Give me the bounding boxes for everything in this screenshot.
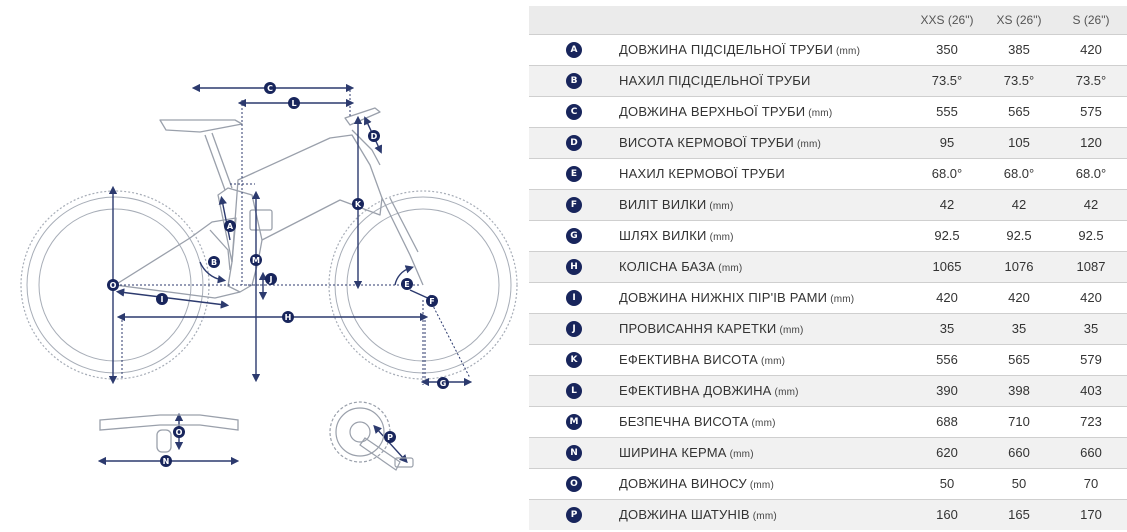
- row-unit: (mm): [836, 46, 861, 57]
- row-badge: P: [566, 507, 582, 523]
- row-badge-cell: [529, 406, 619, 437]
- row-name: ШИРИНА КЕРМА: [619, 445, 727, 460]
- row-unit: (mm): [749, 480, 774, 491]
- row-badge: K: [566, 352, 582, 368]
- table-row: [529, 127, 1127, 158]
- table-row: [529, 313, 1127, 344]
- row-badge: J: [566, 321, 582, 337]
- svg-text:F: F: [429, 297, 435, 306]
- row-name-cell: [619, 158, 911, 189]
- svg-text:A: A: [226, 222, 234, 231]
- row-unit: (mm): [752, 511, 777, 523]
- row-name: ВИЛІТ ВИЛКИ: [619, 197, 707, 212]
- value-s: 42: [1055, 189, 1127, 220]
- row-unit: (mm): [796, 139, 822, 150]
- row-badge: C: [566, 104, 582, 120]
- value-xxs: 50: [911, 468, 983, 499]
- row-badge-cell: [529, 468, 619, 499]
- value-xs: 35: [983, 313, 1055, 344]
- crankset: [330, 402, 413, 470]
- bike-geometry-diagram: [0, 0, 530, 532]
- row-name-cell: [619, 344, 911, 375]
- row-name-cell: [619, 34, 911, 65]
- row-name: НАХИЛ ПІДСІДЕЛЬНОЇ ТРУБИ: [619, 73, 811, 88]
- value-xxs: 42: [911, 189, 983, 220]
- row-name: ПРОВИСАННЯ КАРЕТКИ: [619, 321, 777, 336]
- badge-b: [208, 256, 220, 268]
- svg-text:E: E: [404, 280, 410, 289]
- value-s: 120: [1055, 127, 1127, 158]
- value-xxs: 555: [911, 96, 983, 127]
- row-badge-cell: [529, 282, 619, 313]
- geometry-table: [529, 6, 1127, 530]
- value-xs: 420: [983, 282, 1055, 313]
- value-xxs: 35: [911, 313, 983, 344]
- svg-text:K: K: [354, 200, 362, 209]
- value-s: 420: [1055, 34, 1127, 65]
- badge-n: [160, 455, 172, 467]
- svg-text:B: B: [210, 258, 218, 267]
- badge-f: [426, 295, 438, 307]
- row-badge-cell: [529, 34, 619, 65]
- row-name-cell: [619, 313, 911, 344]
- table-header-row: [529, 6, 1127, 34]
- row-name-cell: [619, 65, 911, 96]
- badge-o: [173, 426, 185, 438]
- row-badge: I: [566, 290, 582, 306]
- value-xs: 1076: [983, 251, 1055, 282]
- column-header-badge: [529, 6, 619, 34]
- badge-c: [264, 82, 276, 94]
- row-badge: G: [566, 228, 582, 244]
- value-xxs: 420: [911, 282, 983, 313]
- row-badge: M: [566, 414, 582, 430]
- row-badge-cell: [529, 375, 619, 406]
- row-name-cell: [619, 375, 911, 406]
- value-xxs: 390: [911, 375, 983, 406]
- row-badge-cell: [529, 96, 619, 127]
- badge-d: [368, 130, 380, 142]
- svg-text:P: P: [387, 433, 393, 442]
- value-xs: 68.0°: [983, 158, 1055, 189]
- badge-g: [437, 377, 449, 389]
- value-xxs: 160: [911, 499, 983, 530]
- value-xxs: 620: [911, 437, 983, 468]
- column-header-s: S (26"): [1055, 6, 1127, 34]
- row-badge-cell: [529, 65, 619, 96]
- row-name: ВИСОТА КЕРМОВОЇ ТРУБИ: [619, 135, 794, 150]
- column-header-xxs: XXS (26"): [911, 6, 983, 34]
- reference-lines: [120, 90, 470, 385]
- svg-text:D: D: [370, 132, 378, 141]
- row-badge-cell: [529, 220, 619, 251]
- value-xxs: 688: [911, 406, 983, 437]
- row-name: БЕЗПЕЧНА ВИСОТА: [619, 414, 749, 429]
- dimension-lines: [102, 88, 468, 461]
- row-name: ДОВЖИНА ШАТУНІВ: [619, 507, 750, 523]
- value-xs: 710: [983, 406, 1055, 437]
- row-badge-cell: [529, 127, 619, 158]
- badge-a: [224, 220, 236, 232]
- badge-e: [401, 278, 413, 290]
- value-s: 420: [1055, 282, 1127, 313]
- row-unit: (mm): [709, 201, 734, 212]
- value-xs: 565: [983, 344, 1055, 375]
- value-s: 579: [1055, 344, 1127, 375]
- row-badge: D: [566, 135, 582, 151]
- row-badge-cell: [529, 251, 619, 282]
- svg-text:I: I: [160, 295, 164, 304]
- row-name-cell: [619, 220, 911, 251]
- row-unit: (mm): [709, 232, 734, 243]
- row-badge-cell: [529, 313, 619, 344]
- row-name-cell: [619, 251, 911, 282]
- table-row: [529, 251, 1127, 282]
- value-xs: 660: [983, 437, 1055, 468]
- row-name-cell: [619, 468, 911, 499]
- value-xxs: 73.5°: [911, 65, 983, 96]
- value-s: 35: [1055, 313, 1127, 344]
- table-row: [529, 282, 1127, 313]
- table-row: [529, 499, 1127, 530]
- row-badge: N: [566, 445, 582, 461]
- badge-k: [352, 198, 364, 210]
- value-xs: 565: [983, 96, 1055, 127]
- row-badge-cell: [529, 499, 619, 530]
- value-s: 68.0°: [1055, 158, 1127, 189]
- svg-text:L: L: [291, 99, 297, 108]
- row-name: ЕФЕКТИВНА ВИСОТА: [619, 352, 759, 367]
- badge-q: [107, 279, 119, 291]
- row-name-cell: [619, 189, 911, 220]
- column-header-xs: XS (26"): [983, 6, 1055, 34]
- row-name: ШЛЯХ ВИЛКИ: [619, 228, 707, 243]
- row-name-cell: [619, 96, 911, 127]
- row-name: ЕФЕКТИВНА ДОВЖИНА: [619, 383, 772, 398]
- row-name: ДОВЖИНА ПІДСІДЕЛЬНОЇ ТРУБИ: [619, 42, 833, 57]
- svg-text:J: J: [269, 275, 273, 284]
- value-s: 70: [1055, 468, 1127, 499]
- row-badge-cell: [529, 437, 619, 468]
- value-xxs: 350: [911, 34, 983, 65]
- value-s: 1087: [1055, 251, 1127, 282]
- badge-j: [265, 273, 277, 285]
- value-xxs: 68.0°: [911, 158, 983, 189]
- value-s: 660: [1055, 437, 1127, 468]
- value-xs: 92.5: [983, 220, 1055, 251]
- value-xs: 50: [983, 468, 1055, 499]
- value-xs: 165: [983, 499, 1055, 530]
- row-unit: (mm): [729, 449, 754, 460]
- row-name: НАХИЛ КЕРМОВОЇ ТРУБИ: [619, 166, 785, 181]
- row-badge: F: [566, 197, 582, 213]
- row-name-cell: [619, 406, 911, 437]
- bike-geometry-svg: [0, 0, 530, 532]
- value-s: 73.5°: [1055, 65, 1127, 96]
- row-badge: L: [566, 383, 582, 399]
- value-xs: 385: [983, 34, 1055, 65]
- value-xxs: 92.5: [911, 220, 983, 251]
- table-row: [529, 344, 1127, 375]
- row-badge-cell: [529, 344, 619, 375]
- table-body: [529, 34, 1127, 530]
- value-xs: 73.5°: [983, 65, 1055, 96]
- row-badge: B: [566, 73, 582, 89]
- row-name: ДОВЖИНА НИЖНІХ ПІР'ІВ РАМИ: [619, 290, 828, 305]
- value-s: 575: [1055, 96, 1127, 127]
- row-name: ДОВЖИНА ВИНОСУ: [619, 476, 747, 491]
- table-row: [529, 65, 1127, 96]
- svg-text:C: C: [267, 84, 273, 93]
- value-xs: 42: [983, 189, 1055, 220]
- value-xxs: 556: [911, 344, 983, 375]
- row-name: ДОВЖИНА ВЕРХНЬОЇ ТРУБИ: [619, 104, 806, 119]
- row-name-cell: [619, 127, 911, 158]
- value-s: 403: [1055, 375, 1127, 406]
- value-s: 92.5: [1055, 220, 1127, 251]
- table-row: [529, 468, 1127, 499]
- badge-h: [282, 311, 294, 323]
- row-unit: (mm): [830, 294, 855, 305]
- svg-text:M: M: [252, 256, 260, 265]
- row-badge-cell: [529, 189, 619, 220]
- row-badge: E: [566, 166, 582, 182]
- row-badge: O: [566, 476, 582, 492]
- row-badge: H: [566, 259, 582, 275]
- table-row: [529, 437, 1127, 468]
- svg-text:O: O: [109, 281, 117, 290]
- value-s: 170: [1055, 499, 1127, 530]
- badge-p: [384, 431, 396, 443]
- table-row: [529, 96, 1127, 127]
- svg-text:G: G: [439, 379, 447, 388]
- row-unit: (mm): [808, 108, 833, 119]
- svg-text:H: H: [284, 313, 292, 322]
- badge-m: [250, 254, 262, 266]
- diagram-badges: [107, 82, 449, 467]
- row-badge-cell: [529, 158, 619, 189]
- table-row: [529, 34, 1127, 65]
- row-unit: (mm): [751, 418, 776, 429]
- table-row: [529, 158, 1127, 189]
- handlebar-top-view: [100, 415, 238, 452]
- row-name-cell: [619, 282, 911, 313]
- value-xs: 398: [983, 375, 1055, 406]
- row-unit: (mm): [761, 356, 786, 367]
- row-unit: (mm): [779, 325, 804, 336]
- row-badge: A: [566, 42, 582, 58]
- table-row: [529, 220, 1127, 251]
- row-name-cell: [619, 437, 911, 468]
- value-xxs: 1065: [911, 251, 983, 282]
- table-row: [529, 375, 1127, 406]
- column-header-name: [619, 6, 911, 34]
- value-xxs: 95: [911, 127, 983, 158]
- table-row: [529, 406, 1127, 437]
- row-unit: (mm): [774, 387, 799, 398]
- svg-text:N: N: [162, 457, 170, 466]
- value-s: 723: [1055, 406, 1127, 437]
- badge-l: [288, 97, 300, 109]
- table-row: [529, 189, 1127, 220]
- badge-i: [156, 293, 168, 305]
- row-unit: (mm): [718, 263, 743, 274]
- svg-text:O: O: [175, 428, 183, 437]
- row-name-cell: [619, 499, 911, 530]
- row-name: КОЛІСНА БАЗА: [619, 259, 716, 274]
- value-xs: 105: [983, 127, 1055, 158]
